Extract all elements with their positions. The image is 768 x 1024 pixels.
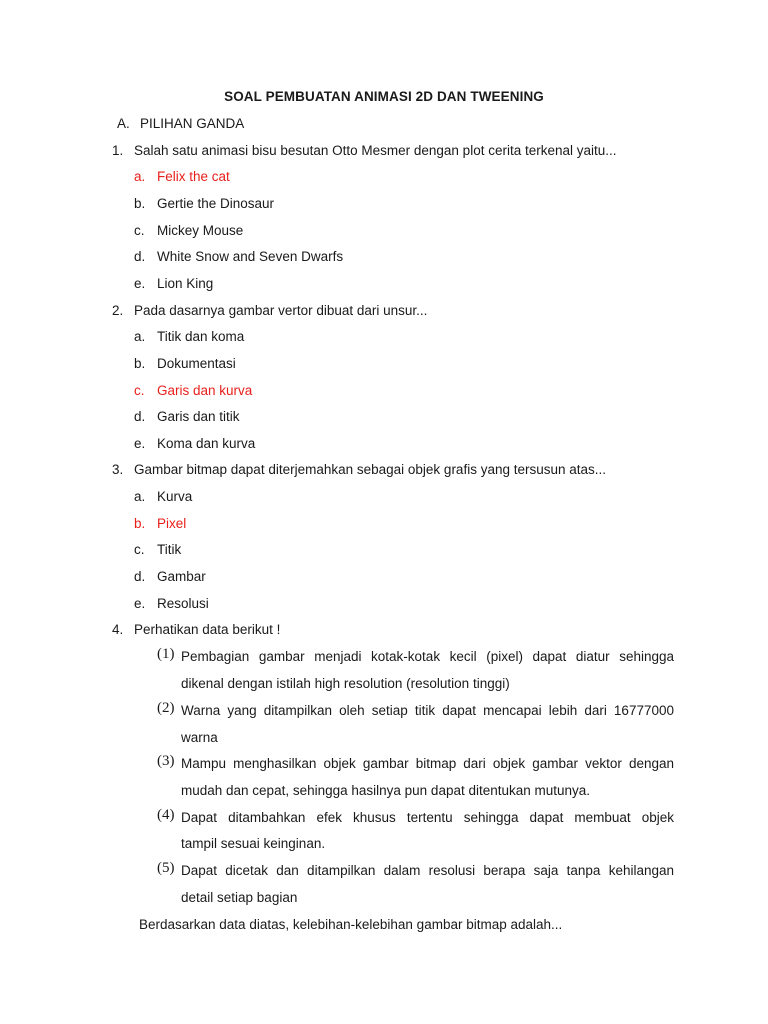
option-text: White Snow and Seven Dwarfs [157,249,344,264]
question-text: Pada dasarnya gambar vertor dibuat dari unsur... [134,303,428,318]
option-text-correct: Garis dan kurva [157,383,253,398]
option-letter: c. [134,542,145,557]
question-number: 1. [112,143,124,158]
option-text: Titik [157,542,182,557]
option-letter-correct: a. [134,169,146,184]
option-letter: e. [134,596,146,611]
question-number: 4. [112,622,124,637]
point-text: Warna yang ditampilkan oleh setiap titik dapat mencapai lebih dari 16777000 [181,703,674,718]
option-letter-correct: b. [134,516,146,531]
option-letter: b. [134,196,146,211]
point-marker: (1) [157,646,175,662]
point-text-continued: dikenal dengan istilah high resolution (resolution tinggi) [181,676,510,691]
option-text-correct: Felix the cat [157,169,230,184]
point-text: Dapat ditambahkan efek khusus tertentu sehingga dapat membuat objek [181,810,674,825]
question-number: 3. [112,462,124,477]
option-letter: d. [134,569,146,584]
point-text-continued: tampil sesuai keinginan. [181,836,326,851]
option-text: Koma dan kurva [157,436,256,451]
document-title: SOAL PEMBUATAN ANIMASI 2D DAN TWEENING [224,89,544,104]
option-letter: a. [134,489,146,504]
point-text: Dapat dicetak dan ditampilkan dalam resolusi berapa saja tanpa kehilangan [181,863,674,878]
section-label: PILIHAN GANDA [140,116,245,131]
point-text: Mampu menghasilkan objek gambar bitmap dari objek gambar vektor dengan [181,756,674,771]
point-text-continued: warna [181,730,218,745]
option-letter: b. [134,356,146,371]
point-marker: (2) [157,700,175,716]
option-text: Resolusi [157,596,209,611]
question-closing: Berdasarkan data diatas, kelebihan-kelebihan gambar bitmap adalah... [139,917,563,932]
option-letter: d. [134,409,146,424]
option-text: Kurva [157,489,193,504]
option-letter: a. [134,329,146,344]
point-text-continued: detail setiap bagian [181,890,298,905]
option-text: Gertie the Dinosaur [157,196,275,211]
point-text: Pembagian gambar menjadi kotak-kotak kecil (pixel) dapat diatur sehingga [181,649,674,664]
option-letter: e. [134,436,146,451]
section-marker: A. [117,116,130,131]
option-text: Garis dan titik [157,409,240,424]
option-text: Titik dan koma [157,329,245,344]
question-text: Perhatikan data berikut ! [134,622,281,637]
option-letter: e. [134,276,146,291]
question-text: Salah satu animasi bisu besutan Otto Mesmer dengan plot cerita terkenal yaitu... [134,143,617,158]
option-letter-correct: c. [134,383,145,398]
option-text: Mickey Mouse [157,223,244,238]
point-marker: (3) [157,753,175,769]
option-letter: c. [134,223,145,238]
option-letter: d. [134,249,146,264]
question-text: Gambar bitmap dapat diterjemahkan sebagai objek grafis yang tersusun atas... [134,462,607,477]
option-text: Lion King [157,276,214,291]
point-marker: (4) [157,807,175,823]
question-number: 2. [112,303,124,318]
option-text: Gambar [157,569,206,584]
option-text: Dokumentasi [157,356,236,371]
option-text-correct: Pixel [157,516,187,531]
point-marker: (5) [157,860,175,876]
point-text-continued: mudah dan cepat, sehingga hasilnya pun dapat ditentukan mutunya. [181,783,591,798]
